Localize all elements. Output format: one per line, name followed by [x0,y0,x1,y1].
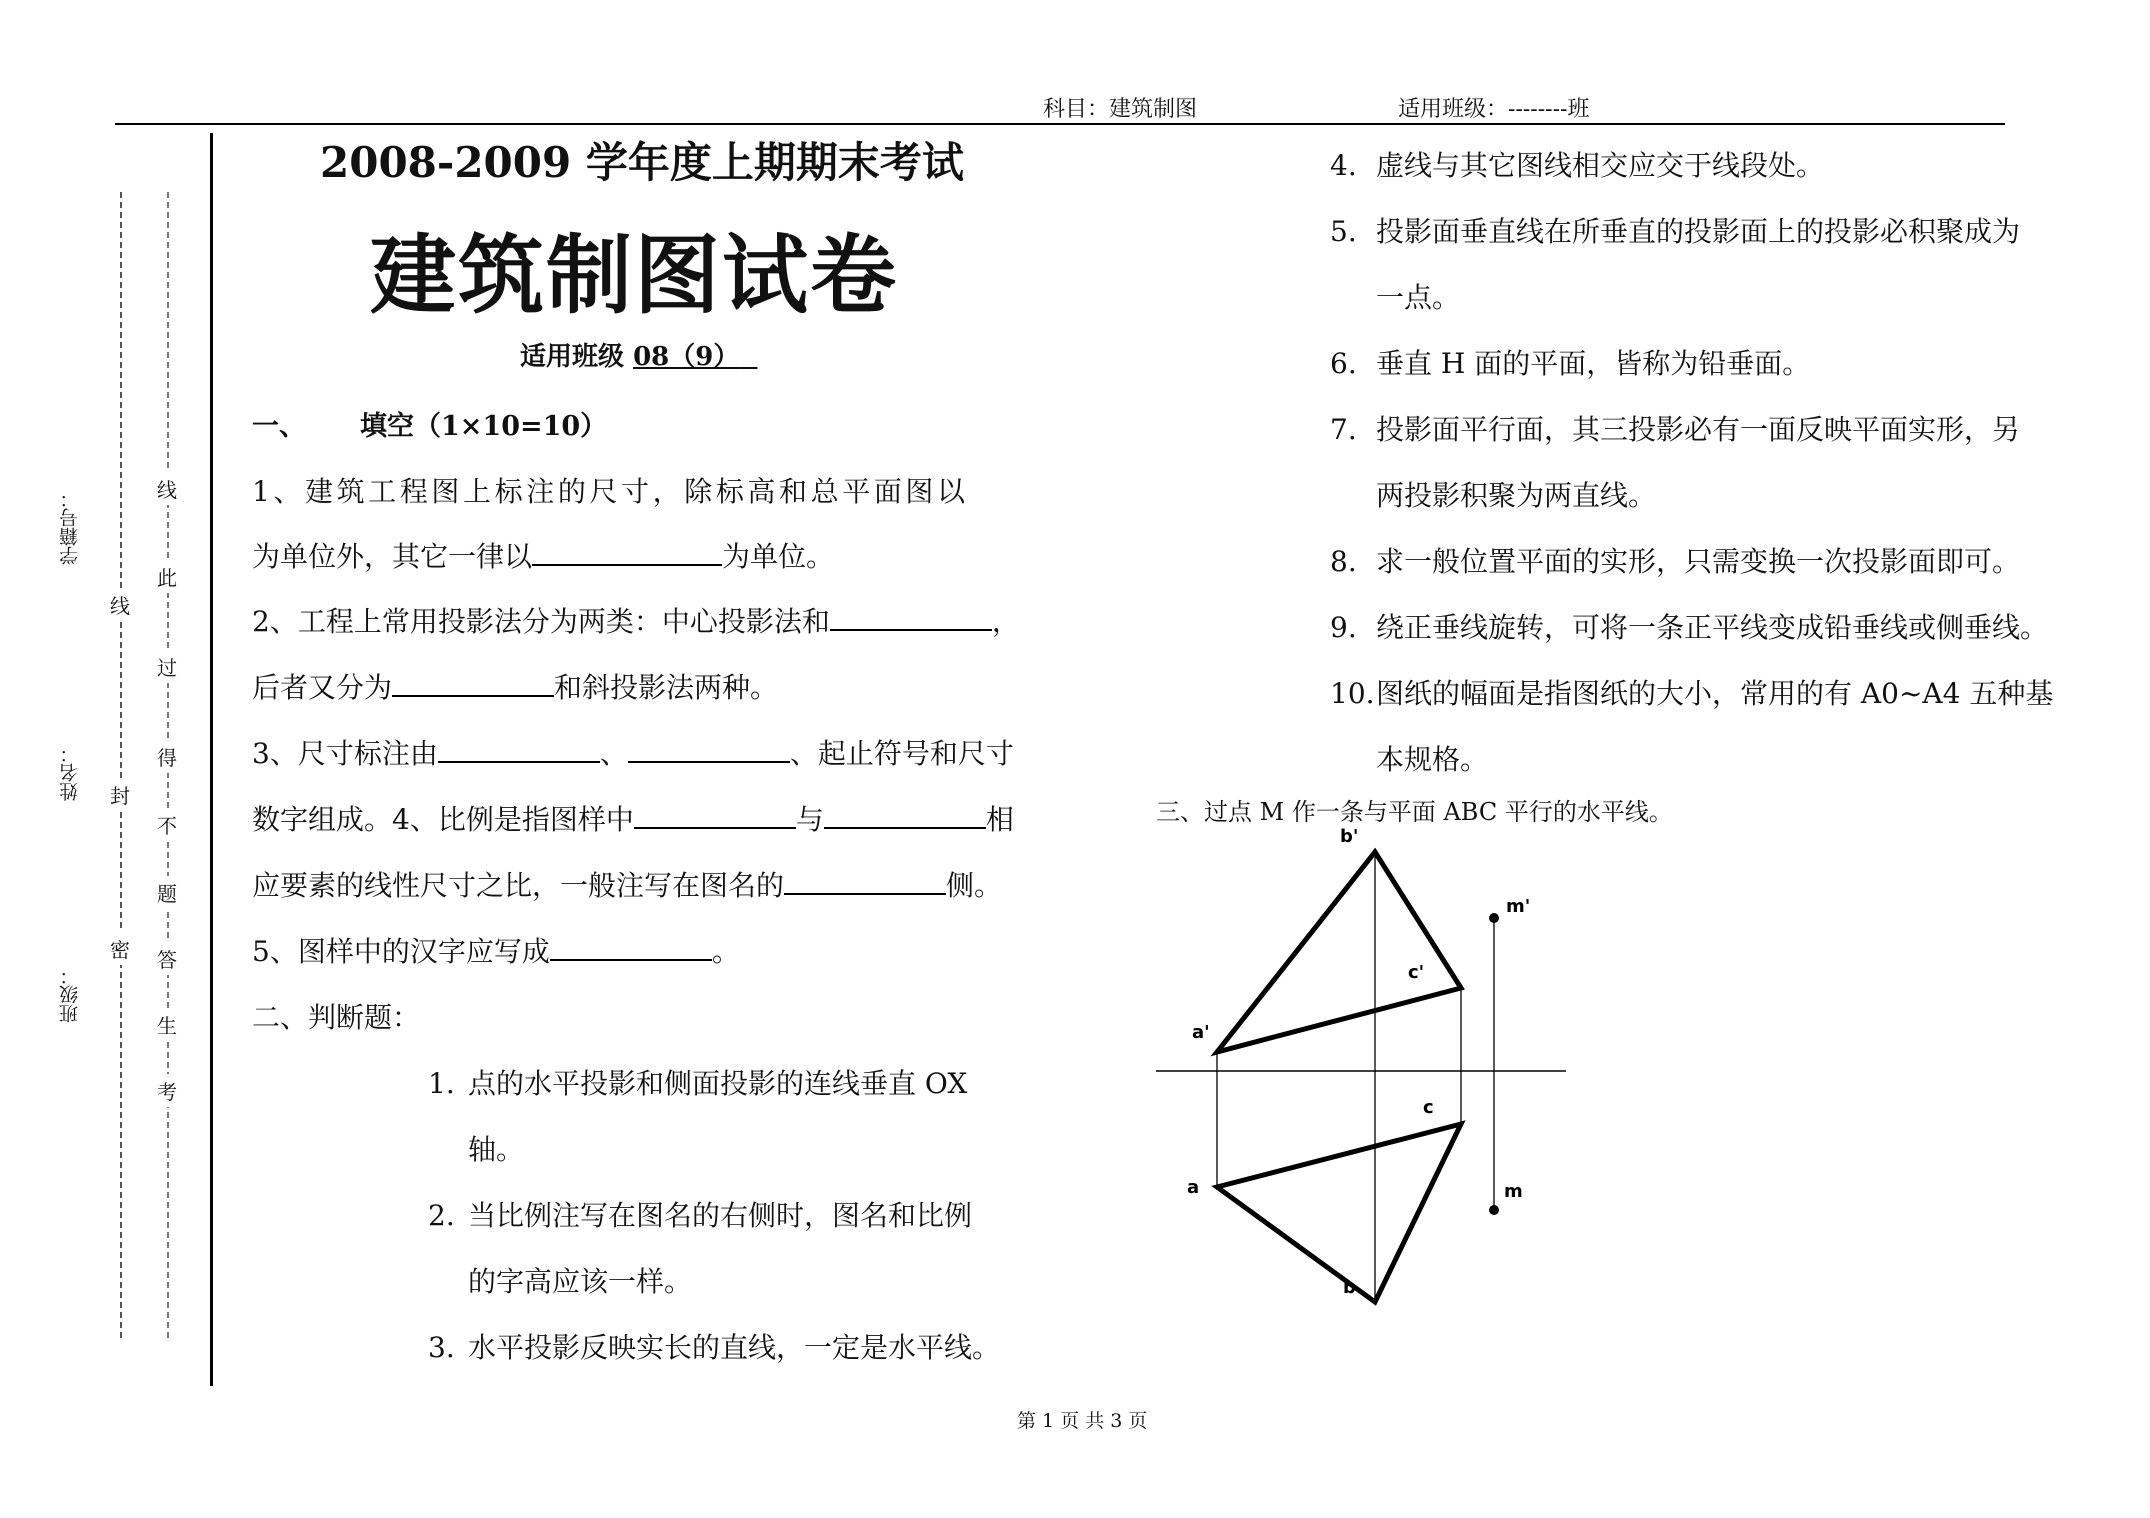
item-text: 点的水平投影和侧面投影的连线垂直 OX [468,1067,968,1100]
judge-item-7-cont: 两投影积聚为两直线。 [1376,479,1657,512]
section2-heading: 二、判断题： [252,1001,421,1034]
s1-text: 5、图样中的汉字应写成 [252,935,550,968]
item-text: 绕正垂线旋转，可将一条正平线变成铅垂线或侧垂线。 [1376,611,2049,644]
s1-text: 应要素的线性尺寸之比，一般注写在图名的 [252,869,785,902]
label-c-prime: c' [1408,962,1425,983]
fill-blank[interactable] [532,536,722,566]
label-m-prime: m' [1506,896,1531,917]
judge-item-1 [428,1062,967,1102]
seal-char: 不 [157,808,177,841]
item-number: 9. [1330,611,1357,644]
page-number: 第 1 页 共 3 页 [1017,1410,1148,1432]
judge-item-10 [1330,672,2053,712]
s1-text: 、 [599,737,628,770]
seal-char: 此 [157,560,177,593]
item-text: 虚线与其它图线相交应交于线段处。 [1376,149,1825,182]
s1-text: ， [991,605,1020,638]
judge-item-10-cont: 本规格。 [1376,743,1489,776]
item-text: 投影面垂直线在所垂直的投影面上的投影必积聚成为 [1376,215,2021,248]
fill-blank[interactable] [628,733,790,763]
label-a-prime: a' [1192,1022,1210,1043]
s1-line-8 [252,930,740,970]
judge-item-2-cont: 的字高应该一样。 [468,1265,693,1298]
s1-text: 与 [795,803,824,836]
seal-char: 题 [157,876,177,909]
judge-item-8 [1330,540,2020,580]
item-number: 1. [428,1067,455,1100]
judge-item-9 [1330,606,2048,646]
section1-title: 填空（1×10=10） [360,411,608,442]
seal-char: 过 [157,650,177,683]
seal-char-left: 线 [110,588,130,621]
s1-line-4 [252,666,778,706]
s1-text: 为单位外，其它一律以 [252,540,533,573]
applicable-class-value: 08（9） [633,342,740,372]
fill-blank[interactable] [634,799,796,829]
header-rule [115,123,2005,125]
header-class: 适用班级：--------班 [1398,97,1590,122]
s1-text: 和斜投影法两种。 [554,671,779,704]
item-text: 水平投影反映实长的直线，一定是水平线。 [468,1331,1001,1364]
fill-blank[interactable] [830,601,992,631]
header-subject: 科目：建筑制图 [1043,97,1198,122]
s1-line-3 [252,600,1020,640]
label-b-prime: b' [1340,826,1359,847]
exam-main-title: 建筑制图试卷 [370,225,898,326]
item-number: 2. [428,1199,455,1232]
s1-text: 后者又分为 [252,671,393,704]
label-a: a [1187,1177,1200,1198]
judge-item-4 [1330,144,1824,184]
seal-char: 答 [157,942,177,975]
item-text: 当比例注写在图名的右侧时，图名和比例 [468,1199,973,1232]
binding-student-id-label: 学籍号： [56,485,83,569]
item-text: 垂直 H 面的平面，皆称为铅垂面。 [1376,347,1811,380]
s1-text: 数字组成。4、比例是指图样中 [252,803,634,836]
point-m [1489,1205,1499,1215]
section1-heading [252,404,607,443]
s1-text: 3、尺寸标注由 [252,737,438,770]
s1-line-1: 1、建筑工程图上标注的尺寸，除标高和总平面图以 [252,475,969,508]
label-b: b [1343,1277,1356,1298]
judge-item-3 [428,1326,1000,1366]
fill-blank[interactable] [550,931,712,961]
seal-char: 线 [157,472,177,505]
item-number: 5. [1330,215,1357,248]
item-text: 图纸的幅面是指图纸的大小，常用的有 A0~A4 五种基 [1376,677,2054,710]
item-text: 投影面平行面，其三投影必有一面反映平面实形，另 [1376,413,2021,446]
triangle-top-view [1217,1124,1461,1302]
item-text: 求一般位置平面的实形，只需变换一次投影面即可。 [1376,545,2021,578]
section1-number: 一、 [252,411,306,442]
s1-text: 相 [985,803,1014,836]
s1-line-7 [252,864,1002,904]
item-number: 3. [428,1331,455,1364]
projection-figure [1140,812,1580,1332]
s1-text: 。 [711,935,740,968]
judge-item-6 [1330,342,1810,382]
seal-char-left: 封 [110,778,130,811]
s1-text: 侧。 [946,869,1003,902]
section3-heading: 三、过点 M 作一条与平面 ABC 平行的水平线。 [1156,798,1673,826]
judge-item-2 [428,1194,972,1234]
s1-line-6 [252,798,1014,838]
judge-item-5-cont: 一点。 [1376,281,1461,314]
triangle-front-view [1217,852,1461,1052]
label-c: c [1423,1097,1434,1118]
s1-line-5 [252,732,1014,772]
judge-item-5 [1330,210,2020,250]
margin-rule [210,133,213,1386]
item-number: 7. [1330,413,1357,446]
seal-char: 考 [157,1074,177,1107]
item-number: 6. [1330,347,1357,380]
applicable-class-prefix: 适用班级 [520,342,634,372]
item-number: 4. [1330,149,1357,182]
judge-item-7 [1330,408,2020,448]
seal-char: 得 [157,740,177,773]
s1-text: 为单位。 [722,540,835,573]
point-m-prime [1489,913,1499,923]
item-number: 8. [1330,545,1357,578]
applicable-class [520,336,757,373]
fill-blank[interactable] [784,865,946,895]
seal-char-left: 密 [110,932,130,965]
seal-char: 生 [157,1008,177,1041]
s1-line-2 [252,535,834,575]
s1-text: 、起止符号和尺寸 [789,737,1014,770]
fill-blank[interactable] [438,733,600,763]
judge-item-1-cont: 轴。 [468,1133,525,1166]
s1-text: 2、工程上常用投影法分为两类：中心投影法和 [252,605,830,638]
binding-dashline-outer [120,192,122,1338]
label-m: m [1504,1181,1523,1202]
fill-blank[interactable] [392,667,554,697]
binding-name-label: 姓名： [56,740,83,805]
binding-class-label: 班级： [56,962,83,1027]
fill-blank[interactable] [824,799,986,829]
item-number: 10. [1330,677,1375,710]
exam-term-title: 2008-2009 学年度上期期末考试 [320,138,964,187]
